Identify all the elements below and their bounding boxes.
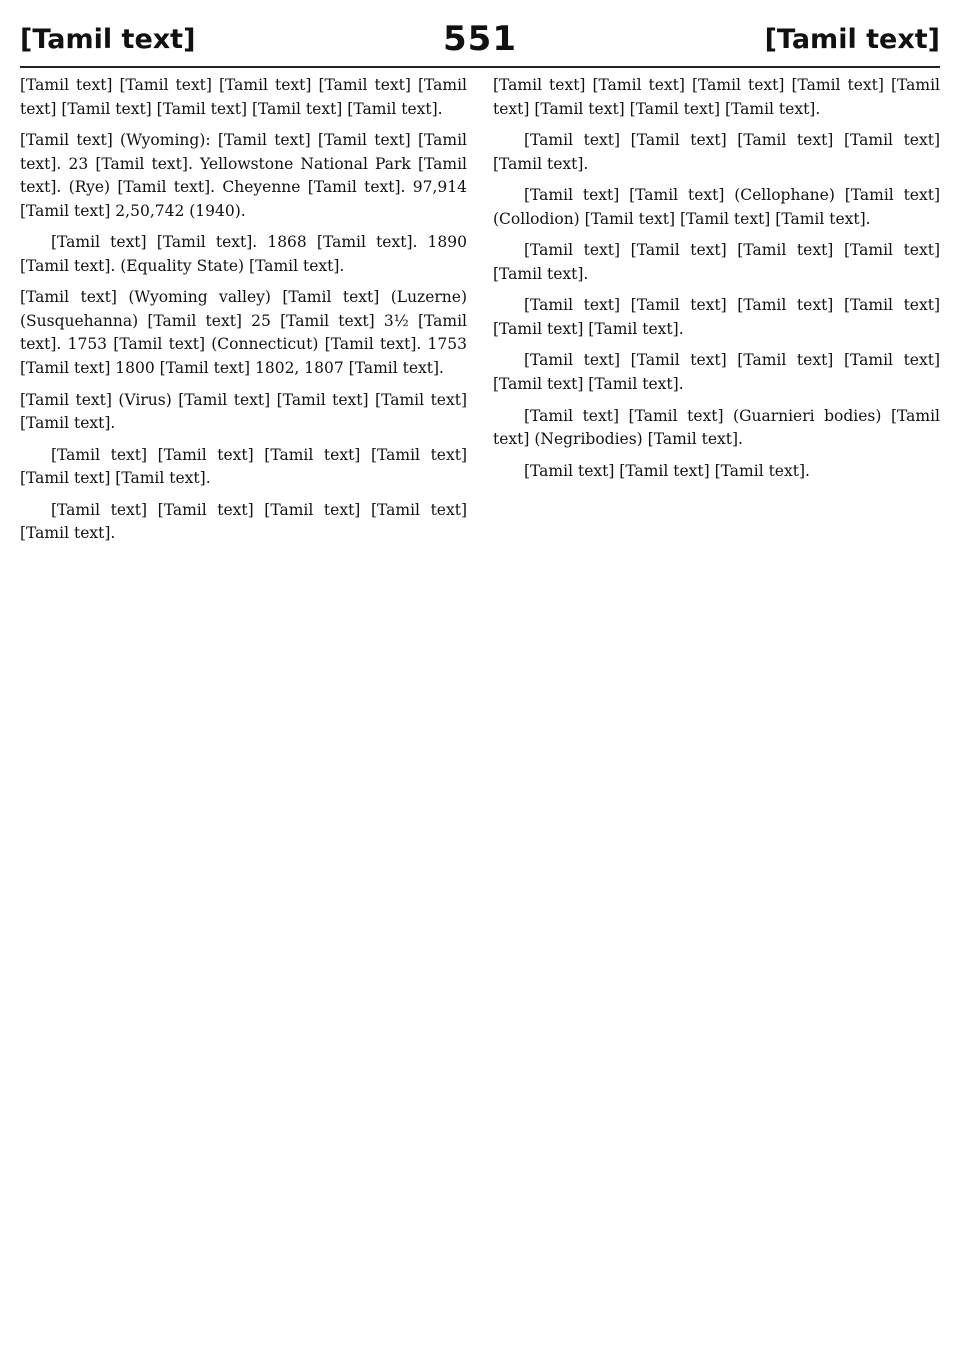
right-paragraph-8: [Tamil text] [Tamil text] [Tamil text]. <box>524 461 810 480</box>
entry-virus: [Tamil text] (Virus) [Tamil text] [Tamil text] [Tamil text] [Tamil text]. <box>20 390 467 433</box>
page-header <box>20 14 940 64</box>
entry-wyoming: [Tamil text] (Wyoming): [Tamil text] [Tamil text] [Tamil text]. 23 [Tamil text]. Yellowstone National Park [Tamil text]. (Rye) [Tamil text]. Cheyenne [Tamil text]. 97,914 [Tamil text] 2,50,742 (1940). <box>20 131 467 220</box>
right-paragraph-3: [Tamil text] [Tamil text] (Cellophane) [Tamil text] (Collodion) [Tamil text] [Tamil text] [Tamil text]. <box>493 186 940 228</box>
right-paragraph-2: [Tamil text] [Tamil text] [Tamil text] [Tamil text] [Tamil text]. <box>493 131 940 173</box>
left-paragraph-6: [Tamil text] [Tamil text] [Tamil text] [Tamil text] [Tamil text] [Tamil text]. <box>20 445 467 488</box>
right-column <box>493 74 940 1342</box>
right-running-title: [Tamil text] <box>764 23 940 55</box>
right-paragraph-5: [Tamil text] [Tamil text] [Tamil text] [Tamil text] [Tamil text] [Tamil text]. <box>493 296 940 338</box>
left-column <box>20 74 467 1342</box>
page-number: 551 <box>443 19 517 59</box>
left-paragraph-7: [Tamil text] [Tamil text] [Tamil text] [Tamil text] [Tamil text]. <box>20 500 467 543</box>
right-paragraph-7: [Tamil text] [Tamil text] (Guarnieri bodies) [Tamil text] (Negribodies) [Tamil text]. <box>493 406 940 449</box>
entry-wyoming-valley: [Tamil text] (Wyoming valley) [Tamil text] (Luzerne) (Susquehanna) [Tamil text] 25 [Tamil text] 3½ [Tamil text]. 1753 [Tamil text] (Connecticut) [Tamil text]. 1753 [Tamil text] 1800 [Tamil text] 1802, 1807 [Tamil text]. <box>20 288 467 378</box>
right-paragraph-6: [Tamil text] [Tamil text] [Tamil text] [Tamil text] [Tamil text] [Tamil text]. <box>493 351 940 394</box>
left-paragraph-3: [Tamil text] [Tamil text]. 1868 [Tamil text]. 1890 [Tamil text]. (Equality State) [Tamil text]. <box>20 233 467 275</box>
left-paragraph-1: [Tamil text] [Tamil text] [Tamil text] [Tamil text] [Tamil text] [Tamil text] [Tamil text] [Tamil text] [Tamil text]. <box>20 76 467 118</box>
text-columns <box>20 74 940 1342</box>
header-rule <box>20 66 940 68</box>
left-running-title: [Tamil text] <box>20 23 196 55</box>
right-paragraph-4: [Tamil text] [Tamil text] [Tamil text] [Tamil text] [Tamil text]. <box>493 241 940 283</box>
right-paragraph-1: [Tamil text] [Tamil text] [Tamil text] [Tamil text] [Tamil text] [Tamil text] [Tamil text] [Tamil text]. <box>493 76 940 118</box>
